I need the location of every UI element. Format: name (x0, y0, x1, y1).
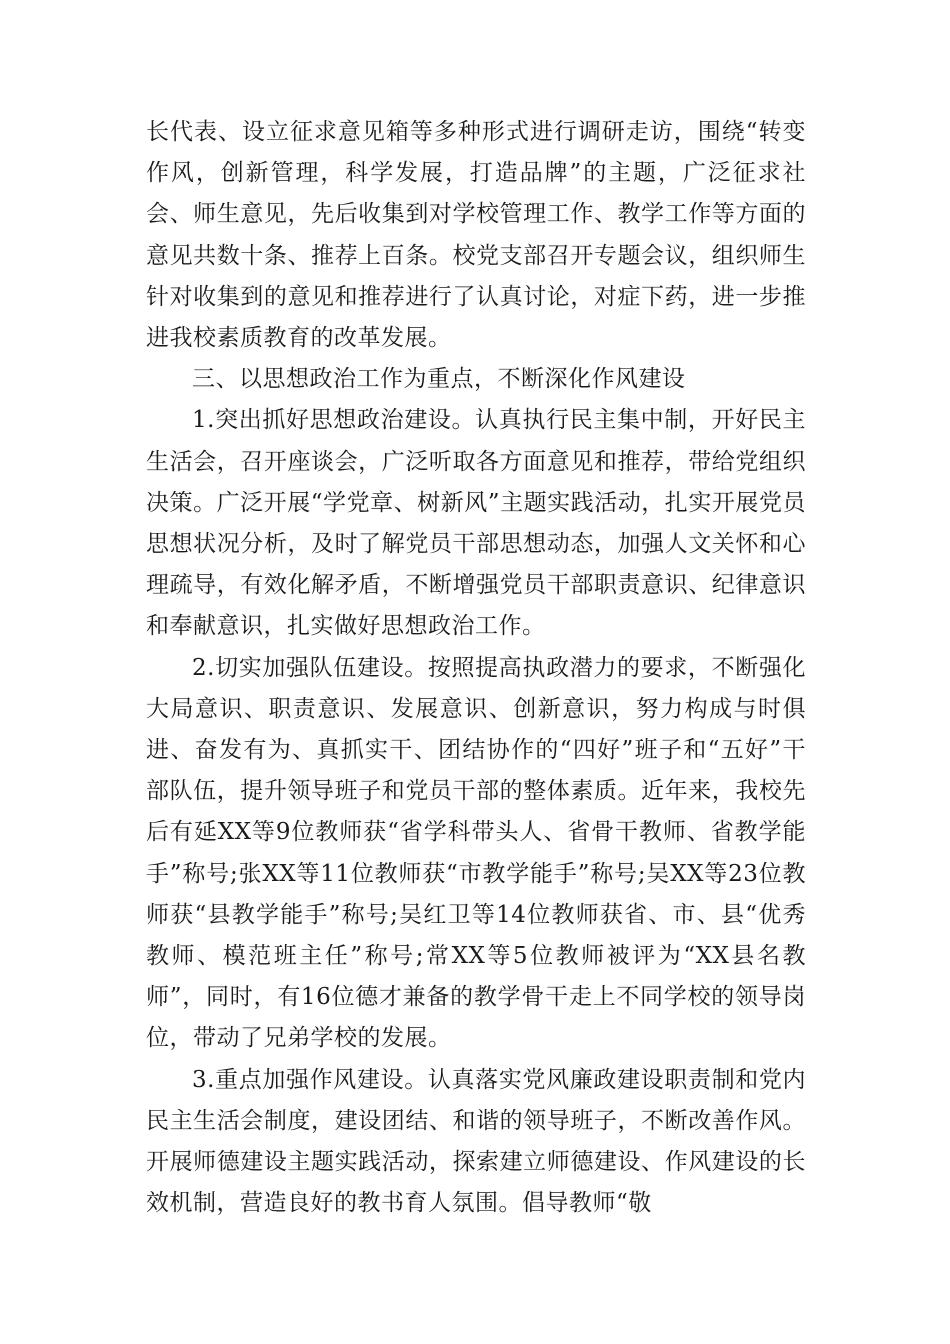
section-heading: 三、以思想政治工作为重点，不断深化作风建设 (192, 366, 686, 393)
body-paragraph: 1.突出抓好思想政治建设。认真执行民主集中制，开好民主生活会，召开座谈会，广泛听取各方面意见和推荐，带给党组织决策。广泛开展“学党章、树新风”主题实践活动，扎实开展党员思想状况分析，及时了解党员干部思想动态，加强人文关怀和心理疏导，有效化解矛盾，不断增强党员干部职责意识、纪律意识和奉献意识，扎实做好思想政治工作。 (146, 407, 806, 640)
document-page (146, 112, 806, 1224)
body-paragraph: 3.重点加强作风建设。认真落实党风廉政建设职责制和党内民主生活会制度，建设团结、和谐的领导班子，不断改善作风。开展师德建设主题实践活动，探索建立师德建设、作风建设的长效机制，营造良好的教书育人氛围。倡导教师“敬 (146, 1066, 806, 1217)
body-paragraph: 2.切实加强队伍建设。按照提高执政潜力的要求，不断强化大局意识、职责意识、发展意识、创新意识，努力构成与时俱进、奋发有为、真抓实干、团结协作的“四好”班子和“五好”干部队伍，提升领导班子和党员干部的整体素质。近年来，我校先后有延XX等9位教师获“省学科带头人、省骨干教师、省教学能手”称号;张XX等11位教师获“市教学能手”称号;吴XX等23位教师获“县教学能手”称号;吴红卫等14位教师获省、市、县“优秀教师、模范班主任”称号;常XX等5位教师被评为“XX县名教师”，同时，有16位德才兼备的教学骨干走上不同学校的领导岗位，带动了兄弟学校的发展。 (146, 654, 806, 1052)
body-paragraph: 长代表、设立征求意见箱等多种形式进行调研走访，围绕“转变作风，创新管理，科学发展，打造品牌”的主题，广泛征求社会、师生意见，先后收集到对学校管理工作、教学工作等方面的意见共数十条、推荐上百条。校党支部召开专题会议，组织师生针对收集到的意见和推荐进行了认真讨论，对症下药，进一步推进我校素质教育的改革发展。 (146, 119, 806, 352)
